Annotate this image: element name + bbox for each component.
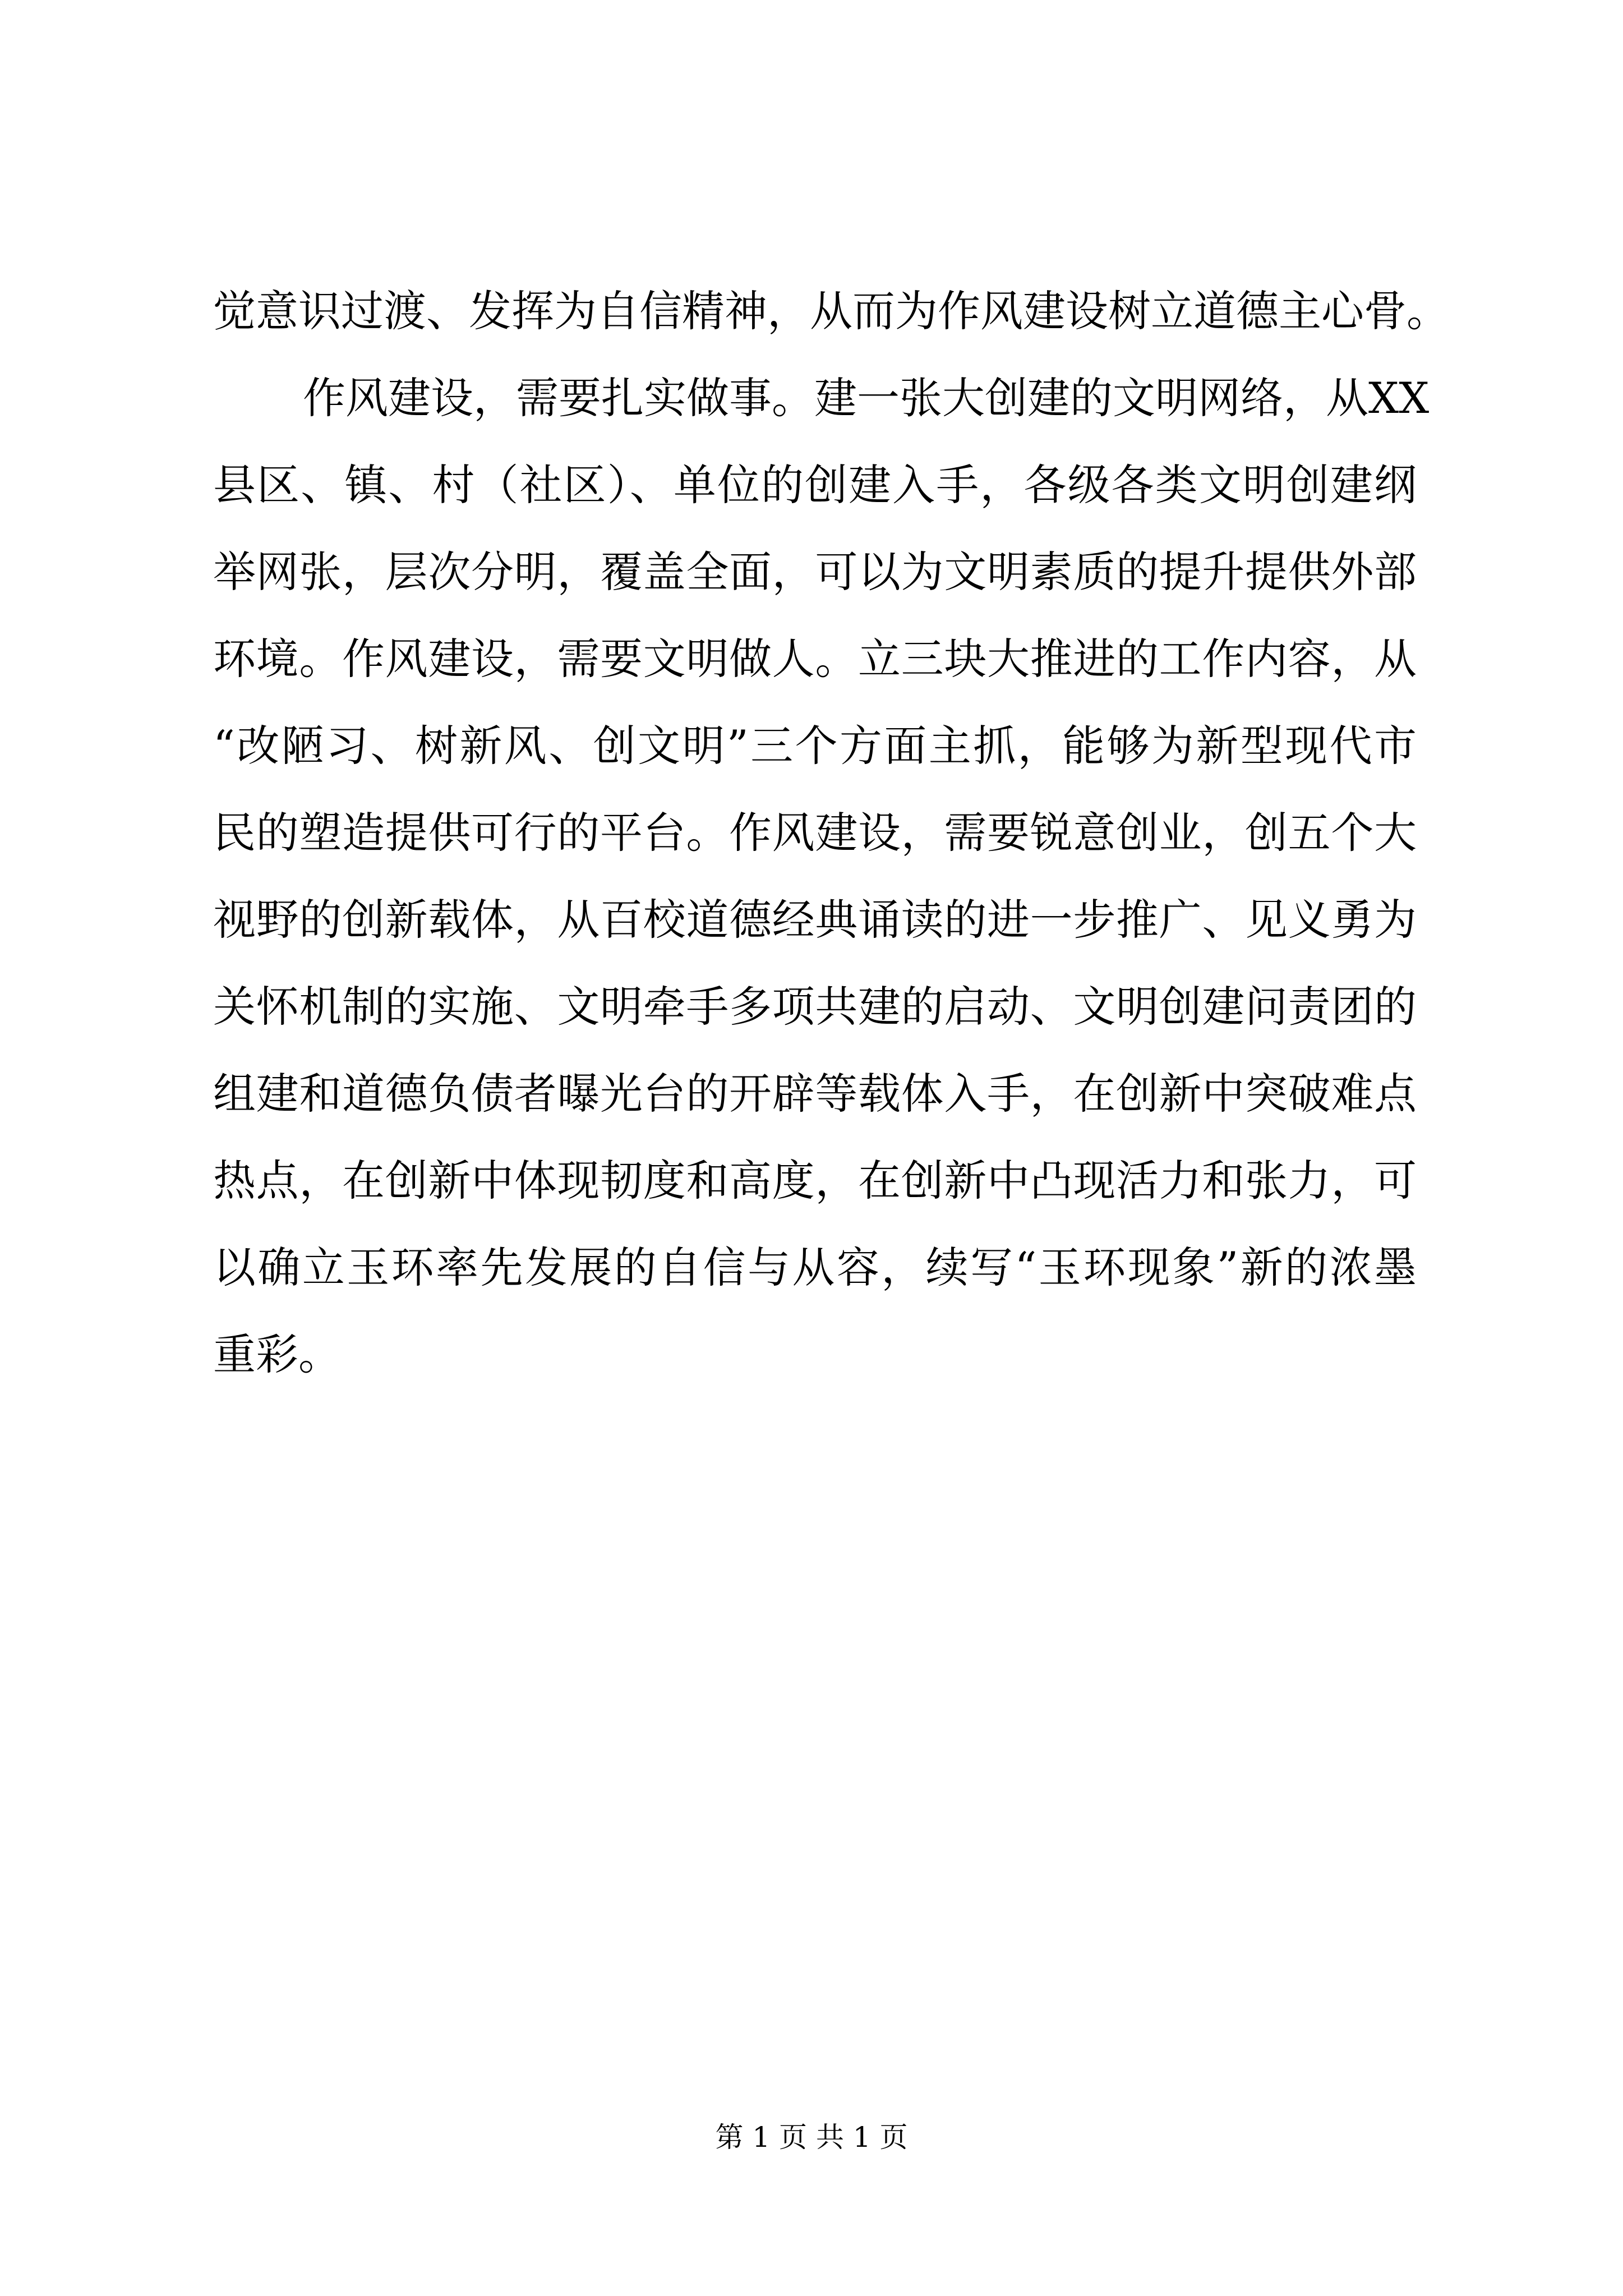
paragraph-line-11: 热点，在创新中体现韧度和高度，在创新中凸现活力和张力，可 xyxy=(213,1156,1417,1205)
paragraph-line-12: 以确立玉环率先发展的自信与从容，续写“玉环现象”新的浓墨 xyxy=(213,1243,1417,1292)
paragraph-line-6: “改陋习、树新风、创文明”三个方面主抓，能够为新型现代市 xyxy=(213,721,1417,771)
paragraph-line-3: 县区、镇、村（社区）、单位的创建入手，各级各类文明创建纲 xyxy=(213,460,1417,510)
paragraph-line-8: 视野的创新载体，从百校道德经典诵读的进一步推广、见义勇为 xyxy=(213,895,1417,945)
paragraph-line-10: 组建和道德负债者曝光台的开辟等载体入手，在创新中突破难点 xyxy=(213,1069,1417,1119)
paragraph-line-4: 举网张，层次分明，覆盖全面，可以为文明素质的提升提供外部 xyxy=(213,547,1417,597)
paragraph-line-2: 作风建设，需要扎实做事。建一张大创建的文明网络，从XX xyxy=(303,373,1430,423)
paragraph-line-13: 重彩。 xyxy=(213,1329,341,1379)
paragraph-line-7: 民的塑造提供可行的平台。作风建设，需要锐意创业，创五个大 xyxy=(213,808,1417,858)
paragraph-line-9: 关怀机制的实施、文明牵手多项共建的启动、文明创建问责团的 xyxy=(213,982,1417,1032)
paragraph-line-5: 环境。作风建设，需要文明做人。立三块大推进的工作内容，从 xyxy=(213,634,1417,684)
page-footer: 第 1 页 共 1 页 xyxy=(715,2121,908,2154)
paragraph-line-1: 觉意识过渡、发挥为自信精神，从而为作风建设树立道德主心骨。 xyxy=(213,286,1449,336)
